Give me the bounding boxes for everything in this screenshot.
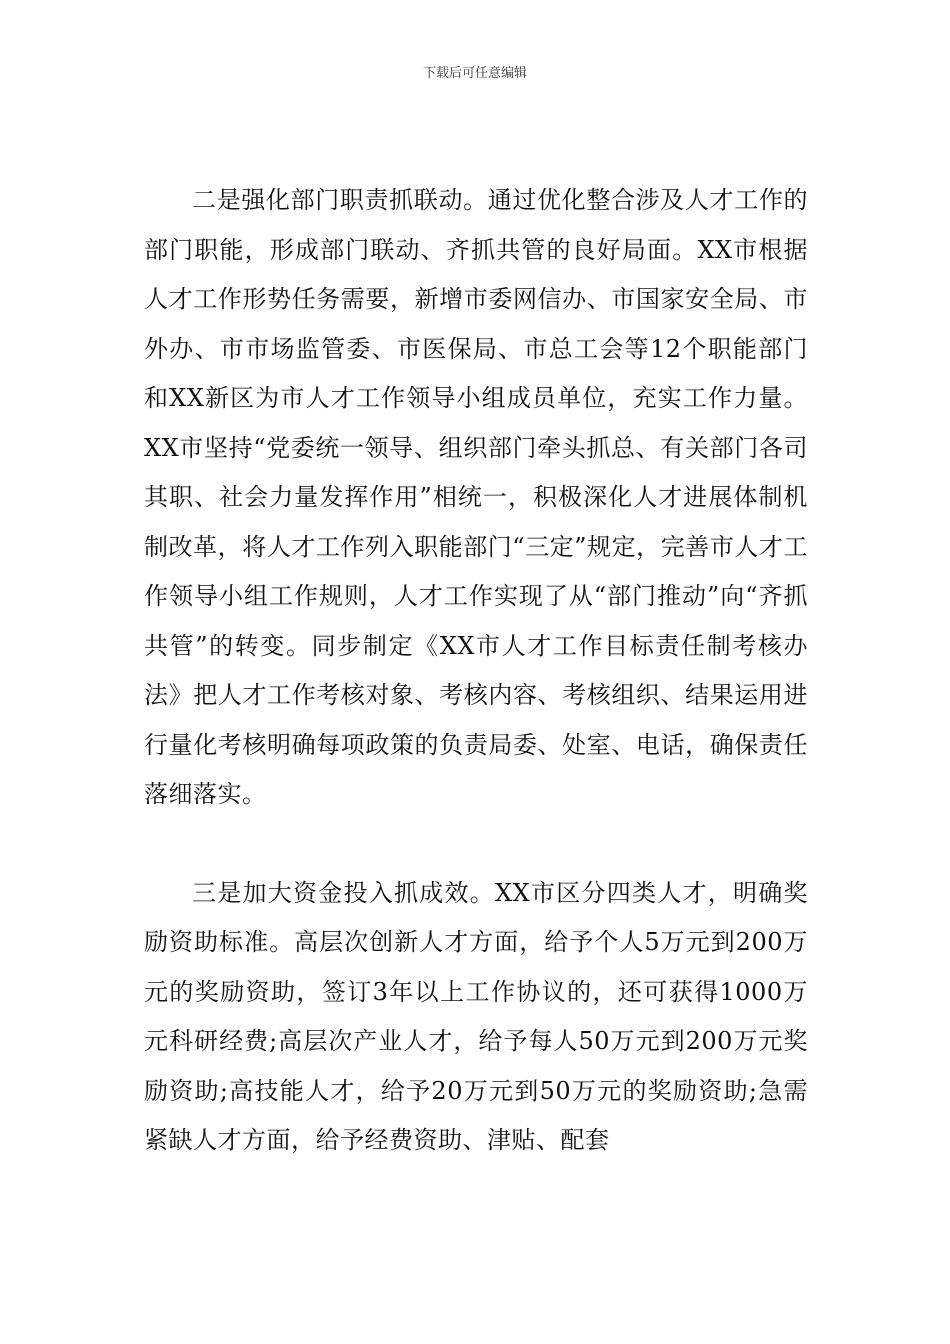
document-body (144, 176, 808, 1166)
header-note: 下载后可任意编辑 (422, 66, 527, 81)
paragraph-funding-investment: 三是加大资金投入抓成效。XX市区分四类人才，明确奖励资助标准。高层次创新人才方面，给予个人5万元到200万元的奖励资助，签订3年以上工作协议的，还可获得1000万元科研经费;高层次产业人才，给予每人50万元到200万元奖励资助;高技能人才，给予20万元到50万元的奖励资助;急需紧缺人才方面，给予经费资助、津贴、配套 (144, 878, 808, 1154)
paragraph-department-linkage: 二是强化部门职责抓联动。通过优化整合涉及人才工作的部门职能，形成部门联动、齐抓共管的良好局面。XX市根据人才工作形势任务需要，新增市委网信办、市国家安全局、市外办、市市场监管委、市医保局、市总工会等12个职能部门和XX新区为市人才工作领导小组成员单位，充实工作力量。XX市坚持“党委统一领导、组织部门牵头抓总、有关部门各司其职、社会力量发挥作用”相统一，积极深化人才进展体制机制改革，将人才工作列入职能部门“三定”规定，完善市人才工作领导小组工作规则，人才工作实现了从“部门推动”向“齐抓共管”的转变。同步制定《XX市人才工作目标责任制考核办法》把人才工作考核对象、考核内容、考核组织、结果运用进行量化考核明确每项政策的负责局委、处室、电话，确保责任落细落实。 (144, 186, 808, 808)
